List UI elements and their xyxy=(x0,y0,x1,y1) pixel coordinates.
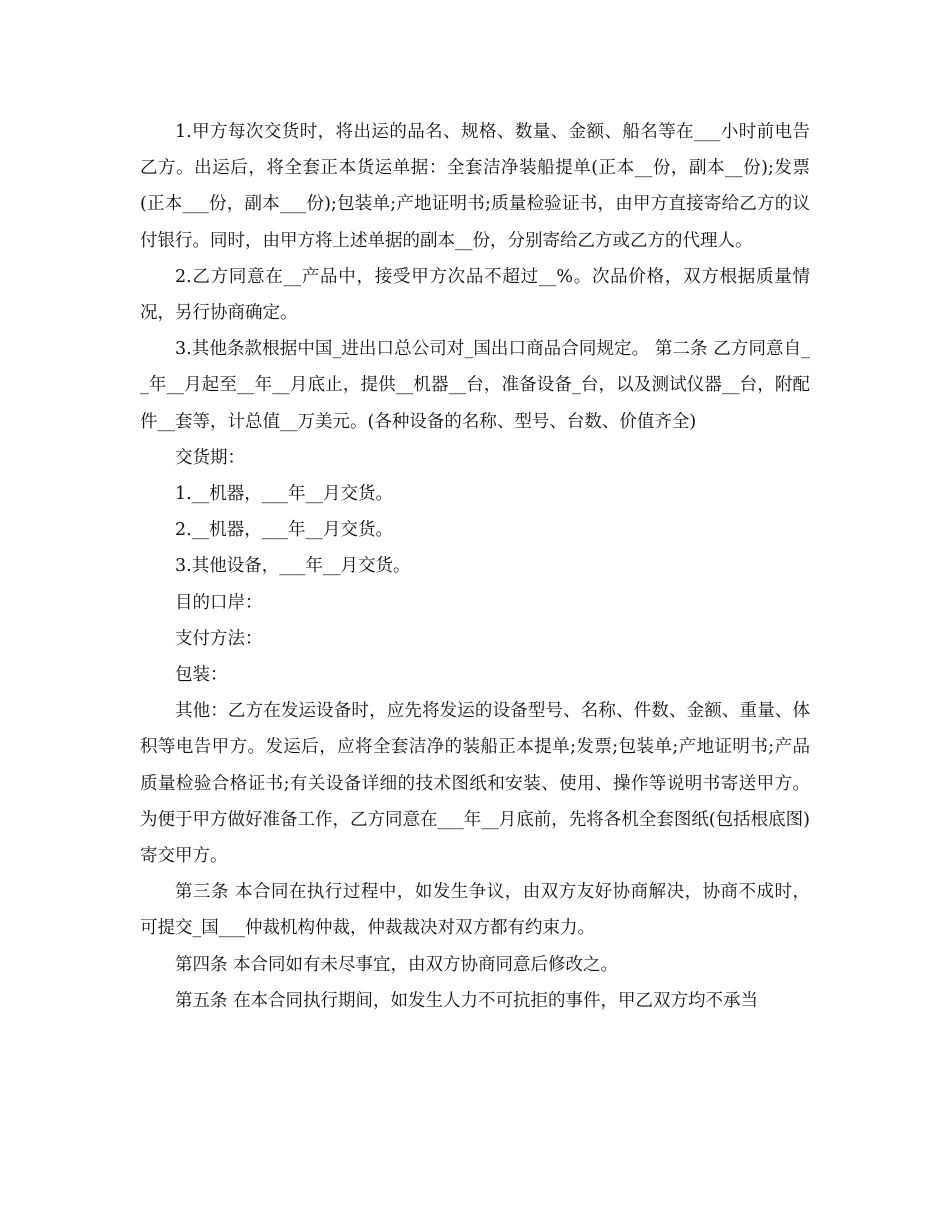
destination-port: 目的口岸： xyxy=(175,592,263,613)
other-shipping-terms: 其他：乙方在发运设备时，应先将发运的设备型号、名称、件数、金额、重量、体积等电告甲方。发运后，应将全套洁净的装船正本提单;发票;包装单;产地证明书;产品质量检验合格证书;有关设备详细的技术图纸和安装、使用、操作等说明书寄送甲方。为便于甲方做好准备工作，乙方同意在___年__月底前，先将各机全套图纸(包括根底图)寄交甲方。 xyxy=(140,701,810,867)
article-5-force-majeure: 第五条 在本合同执行期间，如发生人力不可抗拒的事件，甲乙双方均不承当 xyxy=(175,990,759,1011)
clause-2-defective-products: 2.乙方同意在__产品中，接受甲方次品不超过__%。次品价格，双方根据质量情况，另行协商确定。 xyxy=(140,266,810,324)
article-3-disputes: 第三条 本合同在执行过程中，如发生争议，由双方友好协商解决，协商不成时，可提交_国___仲裁机构仲裁，仲裁裁决对双方都有约束力。 xyxy=(140,882,810,939)
article-4-amendments: 第四条 本合同如有未尽事宜，由双方协商同意后修改之。 xyxy=(175,954,619,975)
clause-1-shipping-notice: 1.甲方每次交货时，将出运的品名、规格、数量、金额、船名等在___小时前电告乙方。出运后，将全套正本货运单据：全套洁净装船提单(正本__份，副本__份);发票(正本___份，副本___份);包装单;产地证明书;质量检验证书，由甲方直接寄给乙方的议付银行。同时，由甲方将上述单据的副本__份，分别寄给乙方或乙方的代理人。 xyxy=(140,122,810,251)
document-body xyxy=(140,114,810,1019)
packaging: 包装： xyxy=(175,665,228,686)
delivery-item-3: 3.其他设备，___年__月交货。 xyxy=(175,556,411,577)
delivery-item-1: 1.__机器，___年__月交货。 xyxy=(175,484,393,505)
delivery-item-2: 2.__机器，___年__月交货。 xyxy=(175,520,393,541)
payment-method: 支付方法： xyxy=(175,628,263,649)
delivery-period-heading: 交货期： xyxy=(175,447,245,468)
clause-3-other-terms-and-article-2: 3.其他条款根据中国_进出口总公司对_国出口商品合同规定。 第二条 乙方同意自__年__月起至__年__月底止，提供__机器__台，准备设备_台，以及测试仪器__台，附配件__套等，计总值__万美元。(各种设备的名称、型号、台数、价值齐全) xyxy=(140,339,810,432)
